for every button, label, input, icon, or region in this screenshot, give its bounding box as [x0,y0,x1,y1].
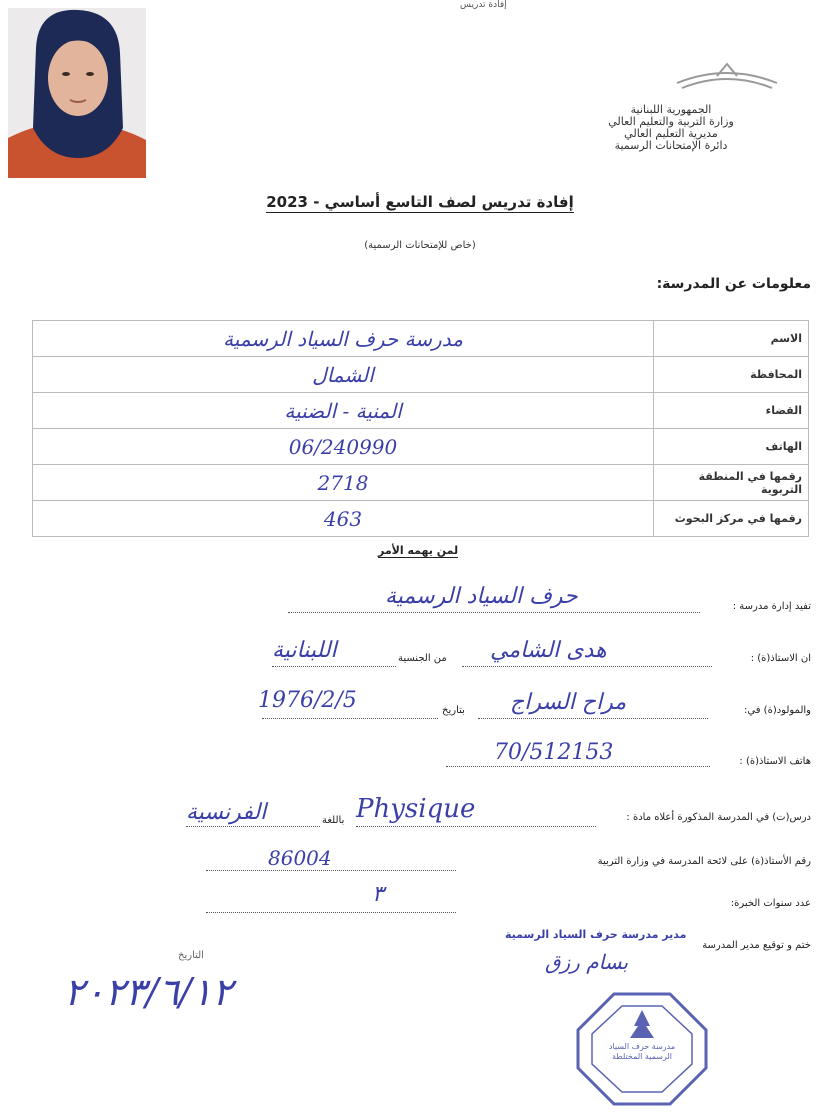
number-label: رقم الأستاذ(ة) على لائحة المدرسة في وزارة التربية [597,856,811,867]
nationality-label: من الجنسية [398,653,447,664]
table-row [33,429,809,465]
school-label: تفيد إدارة مدرسة : [732,601,811,612]
dotted-line [262,718,438,719]
dotted-line [356,826,596,827]
born-date-value: 1976/2/5 [258,688,357,713]
teacher-photo [8,8,146,178]
row-value: 06/240990 [33,429,654,465]
date-value: ٢٠٢٣/٦/١٢ [64,970,233,1014]
language-label: باللغة [322,815,345,826]
row-label: الاسم [654,321,809,357]
row-label: رقمها في المنطقة التربوية [654,465,809,501]
dotted-line [288,612,700,613]
date-label-2: التاريخ [178,950,204,961]
ministry-line: وزارة التربية والتعليم العالي [608,115,734,128]
document-subtitle: (خاص للإمتحانات الرسمية) [364,240,476,251]
ministry-line: دائرة الإمتحانات الرسمية [614,139,728,152]
table-row [33,501,809,537]
school-info-table [32,320,809,537]
row-label: الهاتف [654,429,809,465]
born-label: والمولود(ة) في: [744,705,811,716]
row-value: مدرسة حرف السياد الرسمية [33,321,654,357]
number-value: 86004 [268,846,332,870]
section-heading: معلومات عن المدرسة: [656,276,811,292]
school-stamp [574,990,710,1108]
stamp-text: مدرسة حرف السياد الرسمية المختلطة [608,1042,676,1061]
sign-label: ختم و توقيع مدير المدرسة [702,940,811,951]
table-row [33,321,809,357]
dotted-line [446,766,710,767]
born-place-value: مراح السراج [510,690,627,715]
row-value: 2718 [33,465,654,501]
table-row [33,465,809,501]
dotted-line [272,666,396,667]
row-value: المنية - الضنية [33,393,654,429]
nationality-value: اللبنانية [272,638,337,663]
dotted-line [478,718,708,719]
phone-label: هاتف الاستاذ(ة) : [739,756,811,767]
document-title: إفادة تدريس لصف التاسع أساسي - 2023 [266,193,574,211]
teacher-value: هدى الشامي [490,638,607,663]
row-label: رقمها في مركز البحوث [654,501,809,537]
ministry-logo [672,58,782,98]
language-value: الفرنسية [186,800,267,825]
taught-label: درس(ت) في المدرسة المذكورة أعلاه مادة : [626,812,811,823]
row-value: 463 [33,501,654,537]
date-label: بتاريخ [442,705,465,716]
row-label: المحافظة [654,357,809,393]
director-name: بسام رزق [545,950,629,974]
ministry-line: مديرية التعليم العالي [624,127,718,140]
phone-value: 70/512153 [494,740,614,765]
table-row [33,393,809,429]
years-label: عدد سنوات الخبرة: [730,898,811,909]
row-label: القضاء [654,393,809,429]
row-value: الشمال [33,357,654,393]
director-title: مدير مدرسة حرف السياد الرسمية [505,928,687,941]
ministry-line: الجمهورية اللبنانية [630,103,712,116]
teacher-label: ان الاستاذ(ة) : [750,653,811,664]
top-caption: إفادة تدريس [460,0,507,10]
dotted-line [206,870,456,871]
to-whom-heading: لمن يهمه الأمر [378,544,459,557]
school-value: حرف السياد الرسمية [385,584,578,609]
years-value: ٣ [372,882,384,907]
dotted-line [186,826,320,827]
ministry-header [561,104,781,152]
table-row [33,357,809,393]
dotted-line [462,666,712,667]
dotted-line [206,912,456,913]
subject-value: Physique [356,794,476,824]
